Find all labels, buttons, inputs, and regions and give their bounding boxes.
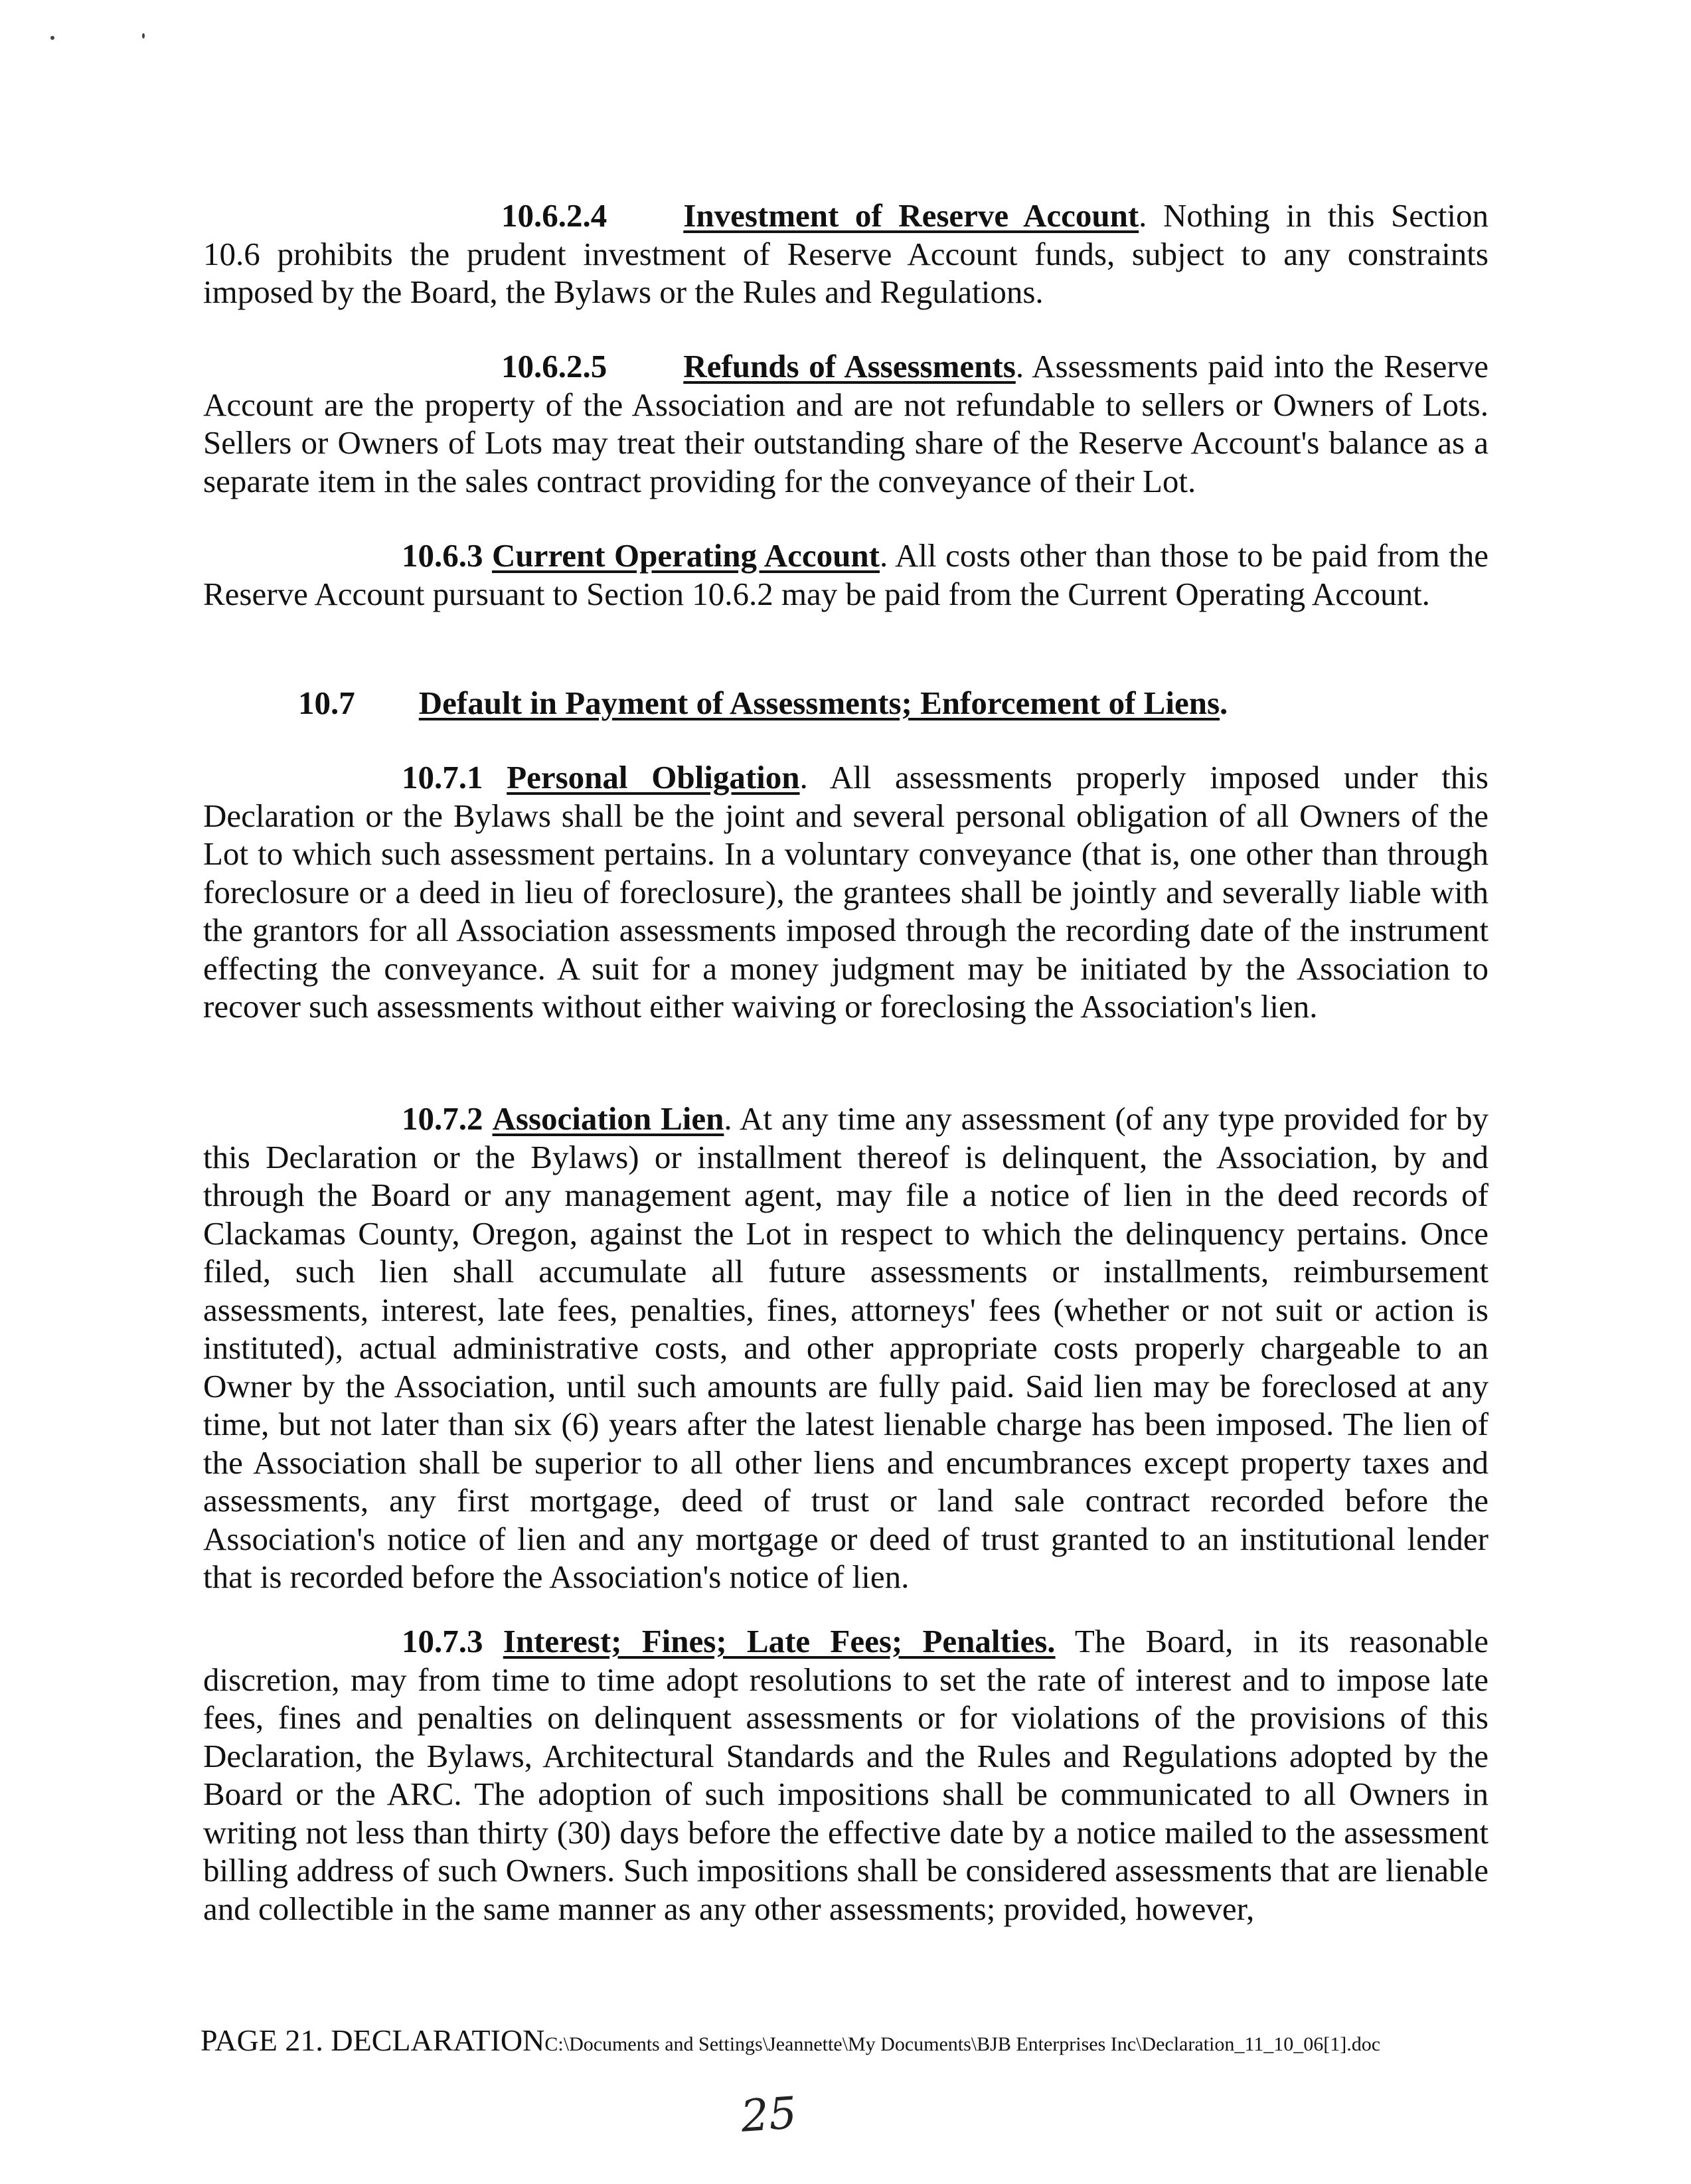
paragraph-text: . At any time any assessment (of any type provided for by this Declaration or the Bylaws) or installment thereof is delinquent, the Association, by and through the Board or any management agent, may file a notice of lien in the deed records of Clackamas County, Oregon, against the Lot in respect to which the delinquency pertains. Once filed, such lien shall accumulate all future assessments or installments, reimbursement assessments, interest, late fees, penalties, fines, attorneys' fees (whether or not suit or action is instituted), actual administrative costs, and other appropriate costs properly chargeable to an Owner by the Association, until such amounts are fully paid. Said lien may be foreclosed at any time, but not later than six (6) years after the latest lienable charge has been imposed. The lien of the Association shall be superior to all other liens and encumbrances except property taxes and assessments, any first mortgage, deed of trust or land sale contract recorded before the Association's notice of lien and any mortgage or deed of trust granted to an institutional lender that is recorded before the Association's notice of lien. (203, 1100, 1489, 1595)
paragraph-10-6-3 (203, 537, 1489, 613)
page-footer (201, 2023, 1380, 2058)
section-heading-period: . (1220, 685, 1228, 721)
footer-page-label: PAGE 21. DECLARATION (201, 2023, 545, 2057)
section-number: 10.6.2.4 (501, 197, 607, 234)
paragraph-10-7-2 (203, 1100, 1489, 1596)
paragraph-10-7-1 (203, 758, 1489, 1026)
section-number: 10.6.3 (402, 537, 483, 574)
section-number: 10.7.3 (402, 1623, 483, 1659)
section-heading: Personal Obligation (507, 759, 800, 796)
section-heading: Interest; Fines; Late Fees; Penalties. (503, 1623, 1056, 1659)
section-number: 10.7 (298, 685, 355, 721)
paragraph-10-6-2-5 (203, 347, 1489, 500)
section-heading: Current Operating Account (491, 537, 880, 574)
section-number: 10.7.1 (402, 759, 483, 796)
section-number: 10.7.2 (402, 1100, 483, 1137)
paragraph-text: . Nothing in this Section 10.6 prohibits the prudent investment of Reserve Account funds, subject to any constraints imposed by the Board, the Bylaws or the Rules and Regulations. (203, 197, 1489, 310)
footer-file-path: C:\Documents and Settings\Jeannette\My Documents\BJB Enterprises Inc\Declaration_11_10_06[1].doc (544, 2033, 1381, 2055)
paragraph-text: . All assessments properly imposed under this Declaration or the Bylaws shall be the joint and several personal obligation of all Owners of the Lot to which such assessment pertains. In a voluntary conveyance (that is, one other than through foreclosure or a deed in lieu of foreclosure), the grantees shall be jointly and severally liable with the grantors for all Association assessments imposed through the recording date of the instrument effecting the conveyance. A suit for a money judgment may be initiated by the Association to recover such assessments without either waiving or foreclosing the Association's lien. (203, 759, 1489, 1025)
paragraph-10-7-3 (203, 1622, 1489, 1928)
section-number: 10.6.2.5 (501, 348, 607, 384)
section-title-10-7 (298, 684, 1228, 722)
paragraph-text: . All costs other than those to be paid from the Reserve Account pursuant to Section 10.6.2 may be paid from the Current Operating Account. (203, 537, 1489, 612)
section-heading: Investment of Reserve Account (683, 197, 1139, 234)
paragraph-10-6-2-4 (203, 197, 1489, 311)
section-heading: Refunds of Assessments (683, 348, 1016, 384)
handwritten-page-number: 25 (739, 2087, 799, 2142)
scan-speck (142, 33, 145, 39)
paragraph-text: . Assessments paid into the Reserve Account are the property of the Association and are not refundable to sellers or Owners of Lots. Sellers or Owners of Lots may treat their outstanding share of the Reserve Account's balance as a separate item in the sales contract providing for the conveyance of their Lot. (203, 348, 1489, 499)
section-heading: Default in Payment of Assessments; Enforcement of Liens (418, 685, 1220, 721)
paragraph-text: The Board, in its reasonable discretion, may from time to time adopt resolutions to set the rate of interest and to impose late fees, fines and penalties on delinquent assessments or for violations of the provisions of this Declaration, the Bylaws, Architectural Standards and the Rules and Regulations adopted by the Board or the ARC. The adoption of such impositions shall be communicated to all Owners in writing not less than thirty (30) days before the effective date by a notice mailed to the assessment billing address of such Owners. Such impositions shall be considered assessments that are lienable and collectible in the same manner as any other assessments; provided, however, (203, 1623, 1489, 1927)
section-heading: Association Lien (492, 1100, 724, 1137)
scan-speck (50, 36, 54, 40)
